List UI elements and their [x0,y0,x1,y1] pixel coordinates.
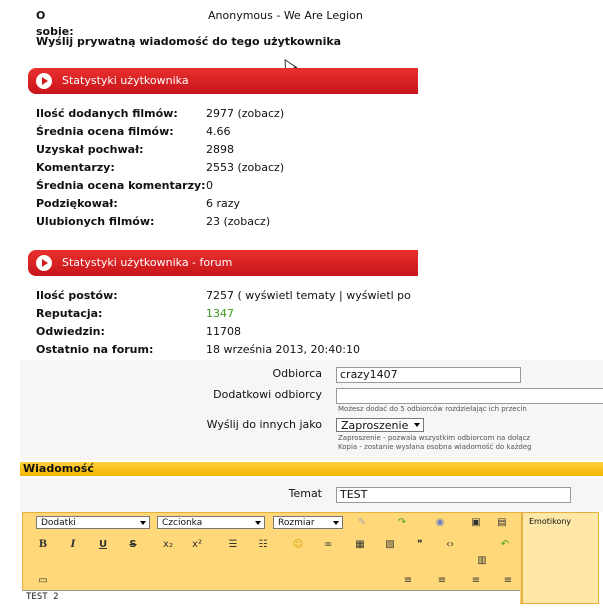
send-as-label: Wyślij do innych jako [206,418,322,431]
chevron-down-icon [414,423,420,427]
align-left-icon[interactable]: ≡ [437,575,447,586]
extra-recipients-label: Dodatkowi odbiorcy [213,388,322,401]
stat-label: Ilość dodanych filmów: [36,107,178,120]
extras-dropdown-label: Dodatki [41,518,76,528]
stat-label: Komentarzy: [36,161,115,174]
send-as-select[interactable] [336,418,424,432]
image-icon[interactable]: ▣ [471,517,481,528]
send-as-value: Zaproszenie [341,419,409,432]
stat-label: Podziękował: [36,197,118,210]
stat-value: 2898 [206,143,234,156]
stat-label: Ulubionych filmów: [36,215,155,228]
play-icon [36,255,52,271]
stat-label: Średnia ocena komentarzy: [36,179,206,192]
forum-value[interactable]: 7257 ( wyświetl tematy | wyświetl po [206,289,411,302]
about-label: O sobie: [36,9,74,38]
extras-dropdown[interactable] [36,516,150,529]
code-icon[interactable]: ‹› [446,539,454,550]
bold-button[interactable]: B [38,539,48,550]
stats-section-header [28,68,418,94]
emoticons-label: Emotikony [529,517,572,526]
forum-label: Reputacja: [36,307,103,320]
table-icon[interactable]: ▥ [477,555,487,566]
forum-label: Odwiedzin: [36,325,105,338]
size-dropdown-label: Rozmiar [278,518,315,528]
forum-label: Ilość postów: [36,289,118,302]
folder-icon[interactable]: ▭ [38,575,48,586]
message-header: Wiadomość [20,462,603,476]
align-justify-icon[interactable]: ≡ [403,575,413,586]
align-right-icon[interactable]: ≡ [503,575,513,586]
globe-icon[interactable]: ◉ [435,517,445,528]
stat-value[interactable]: 23 (zobacz) [206,215,271,228]
video-icon[interactable]: ▧ [385,539,395,550]
send-as-hint-2: Kopia - zostanie wysłana osobna wiadomość do każdeg [338,443,532,451]
font-dropdown-label: Czcionka [162,518,203,528]
smiley-icon[interactable]: ☺ [292,539,304,550]
redo-icon[interactable]: ↷ [397,517,407,528]
undo-icon[interactable]: ↶ [500,539,510,550]
chevron-down-icon [140,521,146,525]
forum-value: 18 września 2013, 20:40:10 [206,343,360,356]
play-icon [36,73,52,89]
send-as-hint-1: Zaproszenie - pozwala wszystkim odbiorcom na dołącz [338,434,531,442]
stat-label: Uzyskał pochwał: [36,143,144,156]
topic-label: Temat [288,487,322,500]
topic-input[interactable]: TEST [336,487,571,503]
picture-icon[interactable]: ▦ [355,539,365,550]
recipient-input[interactable]: crazy1407 [336,367,521,383]
size-dropdown[interactable] [273,516,343,529]
message-body-textarea[interactable]: TEST 2 [22,590,520,611]
stat-value[interactable]: 2977 (zobacz) [206,107,285,120]
italic-button[interactable]: I [70,539,76,550]
font-dropdown[interactable] [157,516,265,529]
about-value: Anonymous - We Are Legion [208,9,363,22]
pm-link[interactable]: Wyślij prywatną wiadomość do tego użytkownika [36,35,342,48]
forum-section-header [28,250,418,276]
forum-label: Ostatnio na forum: [36,343,154,356]
stat-value: 4.66 [206,125,231,138]
stat-value: 0 [206,179,213,192]
recipient-label: Odbiorca [272,367,322,380]
reputation-value: 1347 [206,307,234,320]
stat-label: Średnia ocena filmów: [36,125,174,138]
forum-value: 11708 [206,325,241,338]
stats-section-title: Statystyki użytkownika [62,74,189,87]
underline-button[interactable]: U [98,539,108,550]
stat-value: 6 razy [206,197,241,210]
topic-row [20,478,603,512]
media-icon[interactable]: ▤ [497,517,507,528]
bullet-list-icon[interactable]: ☰ [228,539,238,550]
superscript-button[interactable]: x² [192,539,202,550]
numbered-list-icon[interactable]: ☷ [258,539,268,550]
extra-recipients-hint: Możesz dodać do 5 odbiorców rozdzielając ich przecin [338,405,527,413]
extra-recipients-input[interactable] [336,388,603,404]
subscript-button[interactable]: x₂ [163,539,173,550]
message-form [20,360,603,460]
emoticons-panel [522,512,599,604]
pencil-icon[interactable]: ✎ [357,517,367,528]
stat-value[interactable]: 2553 (zobacz) [206,161,285,174]
quote-icon[interactable]: ❞ [417,539,423,550]
align-center-icon[interactable]: ≡ [471,575,481,586]
strikethrough-button[interactable]: S [129,539,137,550]
forum-section-title: Statystyki użytkownika - forum [62,256,233,269]
link-icon[interactable]: ∞ [323,539,333,550]
chevron-down-icon [255,521,261,525]
chevron-down-icon [333,521,339,525]
